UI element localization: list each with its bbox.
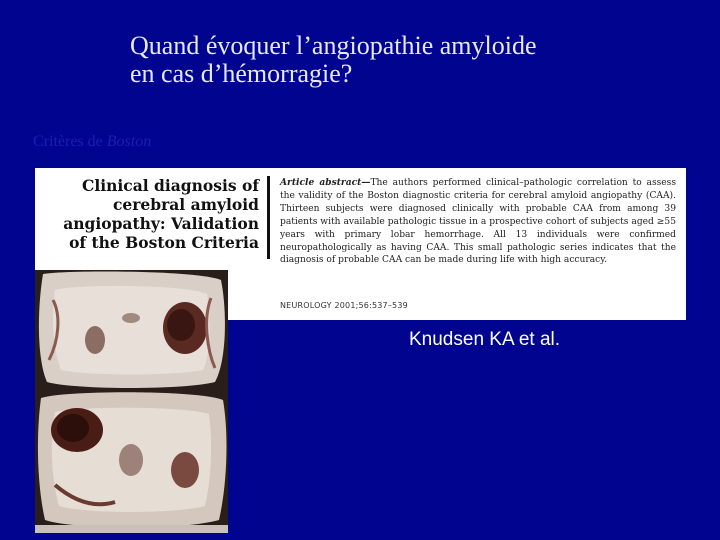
- author-credit: Knudsen KA et al.: [409, 329, 561, 350]
- brain-section-illustration: [35, 270, 228, 533]
- paper-title-rule: [267, 176, 270, 259]
- abstract-lead: Article abstract—: [280, 177, 371, 188]
- subtitle-city: Boston: [106, 133, 152, 150]
- paper-reference: NEUROLOGY 2001;56:537–539: [280, 301, 408, 310]
- paper-abstract: [280, 177, 676, 267]
- slide-subtitle: [33, 133, 151, 151]
- brain-section-photo: [35, 270, 228, 533]
- paper-title: Clinical diagnosis of cerebral amyloid angiopathy: Validation of the Boston Criteria: [63, 176, 259, 252]
- slide-title-line-2: en cas d’hémorragie?: [130, 59, 353, 88]
- slide-title: [130, 32, 690, 88]
- slide-title-line-1: Quand évoquer l’angiopathie amyloide: [130, 31, 537, 60]
- subtitle-prefix: Critères de: [33, 133, 103, 150]
- abstract-body: The authors performed clinical–pathologic correlation to assess the validity of the Boston diagnostic criteria for cerebral amyloid angiopathy (CAA). Thirteen subjects were diagnosed clinically with probable CAA from among 39 patients with available pathologic tissue in a prospective cohort of subjects aged ≥55 years with primary lobar hemorrhage. All 13 individuals were confirmed neuropathologically as having CAA. This small pathologic series indicates that the diagnosis of probable CAA can be made during life with high accuracy.: [280, 178, 676, 266]
